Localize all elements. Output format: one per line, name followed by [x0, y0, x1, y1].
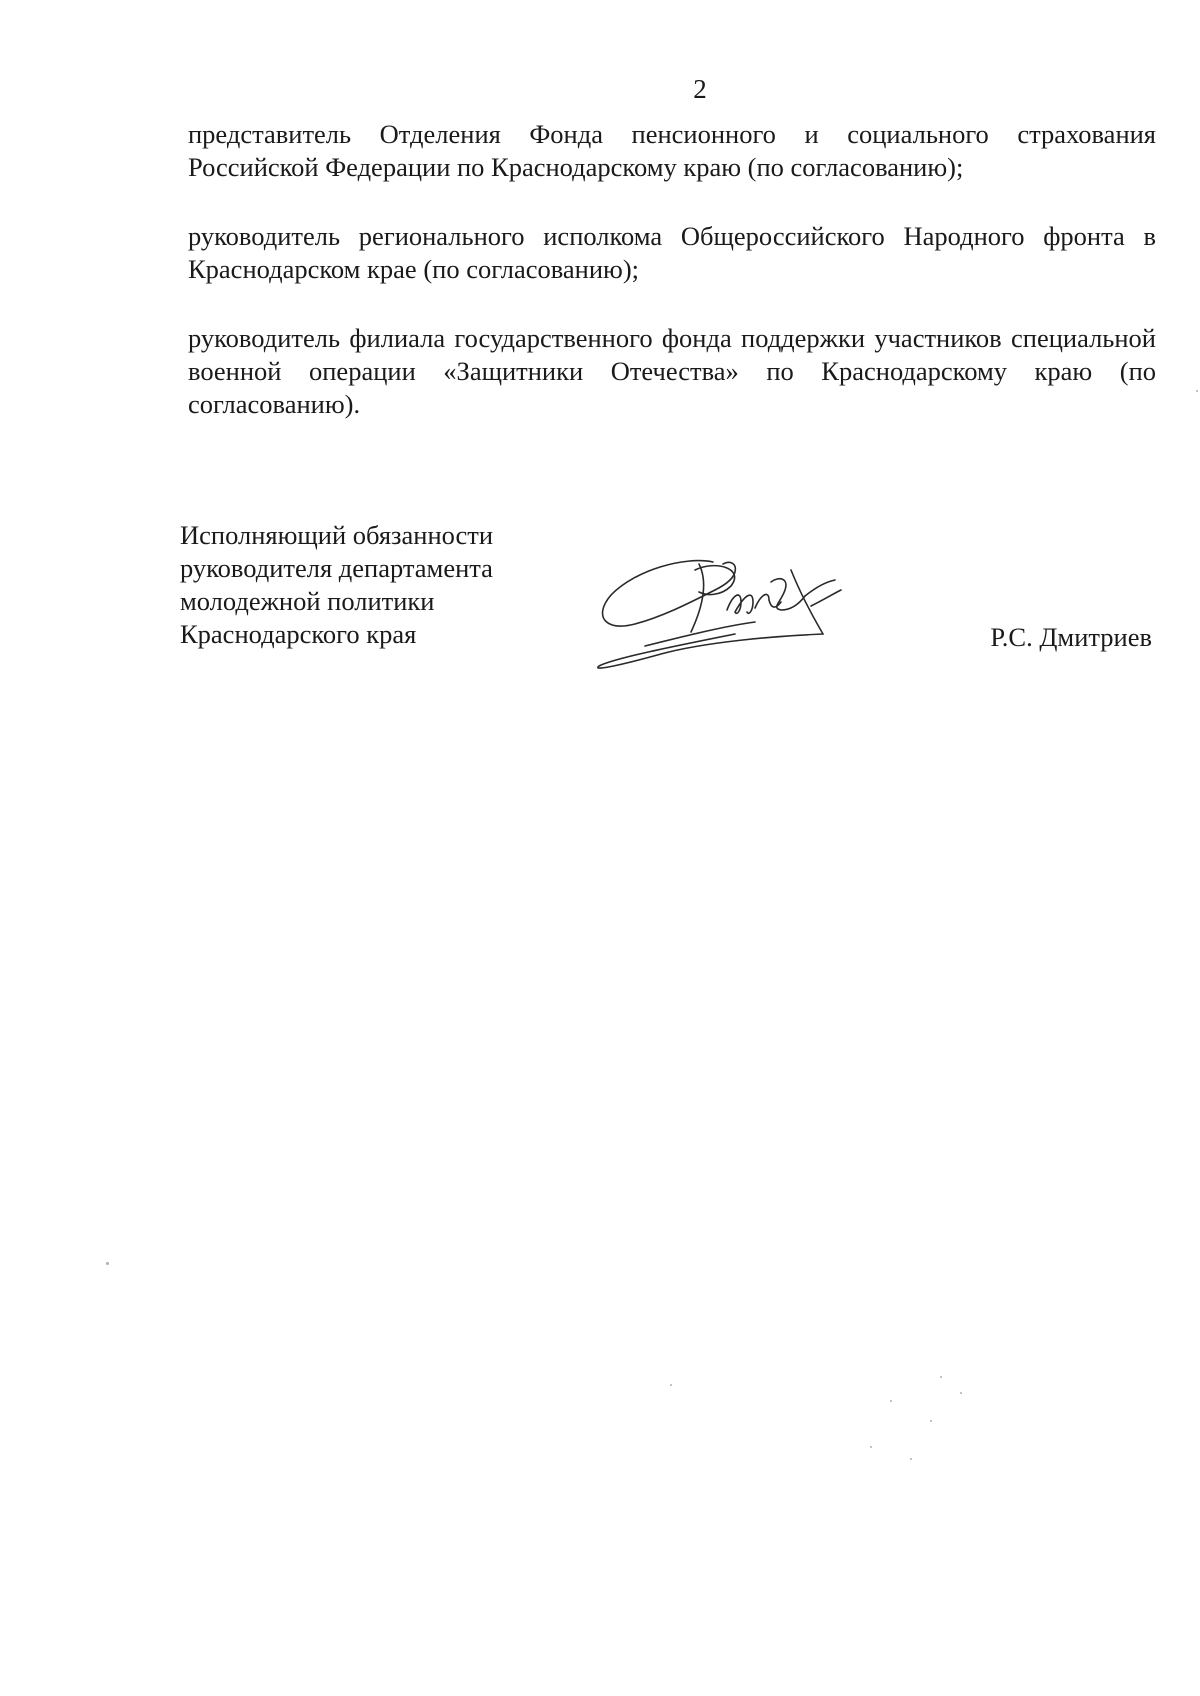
- paragraph-defenders-fund: руководитель филиала государственного фонда поддержки участников специальной военной операции «Защитники Отечества» по Краснодарскому краю (по согласованию).: [188, 323, 1156, 419]
- scan-speck: [960, 1392, 962, 1394]
- scan-speck: [870, 1446, 872, 1448]
- signatory-title-line: Исполняющий обязанности: [180, 520, 494, 550]
- scan-speck: [910, 1458, 912, 1460]
- scan-speck: [106, 1262, 109, 1265]
- signatory-title-line: Краснодарского края: [180, 619, 417, 649]
- signatory-title: [180, 519, 600, 651]
- scan-speck: [940, 1376, 942, 1378]
- paragraph-pension-fund: представитель Отделения Фонда пенсионного и социального страхования Российской Федерации по Краснодарскому краю (по согласованию);: [188, 119, 1156, 182]
- page-number: 2: [693, 74, 707, 104]
- scan-speck: [1196, 390, 1198, 392]
- paragraph-popular-front: руководитель регионального исполкома Общероссийского Народного фронта в Краснодарском крае (по согласованию);: [188, 221, 1156, 284]
- signatory-title-line: молодежной политики: [180, 586, 435, 616]
- signatory-title-line: руководителя департамента: [180, 553, 493, 583]
- signatory-name: Р.С. Дмитриев: [990, 622, 1152, 652]
- scan-speck: [670, 1384, 672, 1386]
- scan-speck: [930, 1420, 932, 1422]
- scan-speck: [890, 1400, 892, 1402]
- document-body: [188, 118, 1156, 457]
- handwritten-signature: [595, 550, 865, 700]
